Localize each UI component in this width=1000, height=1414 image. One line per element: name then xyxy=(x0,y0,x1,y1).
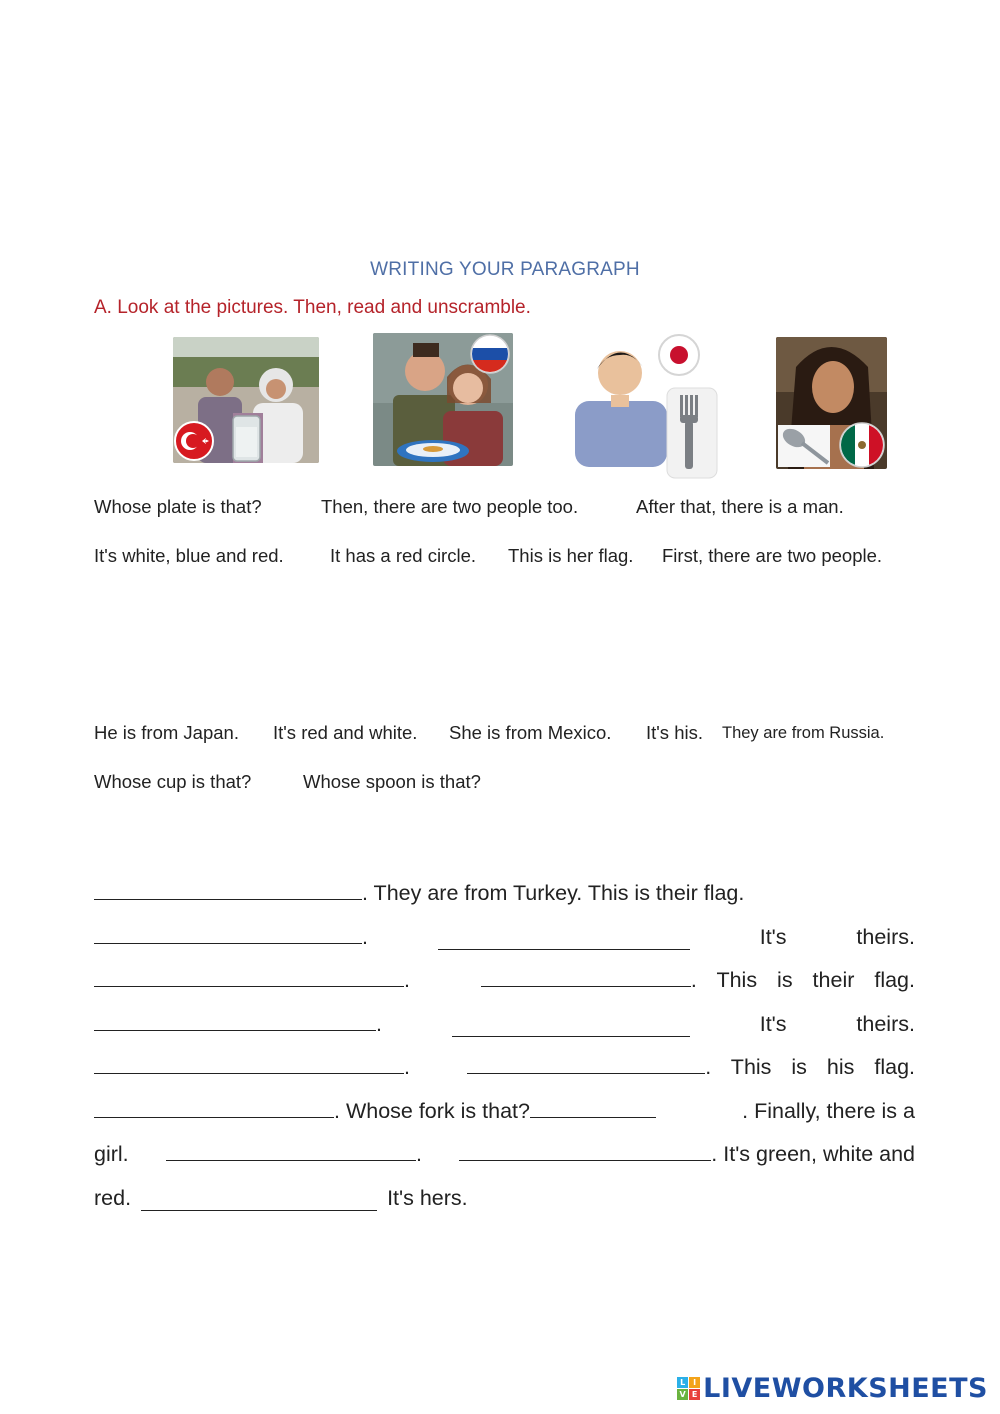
word-bank-item: They are from Russia. xyxy=(722,724,885,742)
word-bank-item: Whose cup is that? xyxy=(94,771,252,792)
mexico-girl-image xyxy=(776,337,887,469)
spoon-icon xyxy=(778,425,830,467)
word-bank-item: It has a red circle. xyxy=(330,545,477,566)
paragraph-line-2: . It's theirs. xyxy=(94,920,915,950)
paragraph-line-1: . They are from Turkey. This is their flag. xyxy=(94,876,915,906)
picture-japan xyxy=(575,333,719,481)
answer-blank[interactable] xyxy=(94,1051,404,1074)
answer-blank[interactable] xyxy=(481,964,691,987)
answer-blank[interactable] xyxy=(438,927,690,950)
instruction-text: A. Look at the pictures. Then, read and unscramble. xyxy=(94,297,531,318)
answer-blank[interactable] xyxy=(141,1188,377,1211)
answer-blank[interactable] xyxy=(94,877,362,900)
answer-blank[interactable] xyxy=(94,1008,376,1031)
turkey-flag-icon xyxy=(175,422,213,460)
japan-man-image xyxy=(575,333,719,481)
answer-blank[interactable] xyxy=(452,1014,690,1037)
word-bank-item: He is from Japan. xyxy=(94,722,239,743)
brand-text: LIVEWORKSHEETS xyxy=(703,1373,988,1404)
word-bank-item: It's red and white. xyxy=(273,722,418,743)
mexico-flag-icon xyxy=(840,423,885,467)
answer-blank[interactable] xyxy=(530,1095,656,1118)
paragraph-line-8: red. It's hers. xyxy=(94,1186,468,1210)
answer-blank[interactable] xyxy=(94,964,404,987)
paragraph-line-7: girl. . . It's green, white and xyxy=(94,1137,915,1167)
logo-icon: L I V E xyxy=(677,1377,700,1400)
word-bank-item: She is from Mexico. xyxy=(449,722,612,743)
word-bank-item: This is her flag. xyxy=(508,545,634,566)
picture-mexico xyxy=(776,337,887,469)
word-bank-item: It's his. xyxy=(646,722,703,743)
plate-icon xyxy=(397,440,469,462)
word-bank-item: Then, there are two people too. xyxy=(321,496,579,517)
word-bank-item: It's white, blue and red. xyxy=(94,545,284,566)
picture-turkey xyxy=(173,337,319,463)
word-bank-item: After that, there is a man. xyxy=(636,496,844,517)
japan-flag-icon xyxy=(659,335,699,375)
paragraph-line-4: . It's theirs. xyxy=(94,1007,915,1037)
paragraph-line-5: . . This is his flag. xyxy=(94,1050,915,1080)
paragraph-line-3: . . This is their flag. xyxy=(94,963,915,993)
picture-russia xyxy=(373,333,513,466)
word-bank-item: Whose spoon is that? xyxy=(303,771,481,792)
word-bank-item: First, there are two people. xyxy=(662,545,883,566)
answer-blank[interactable] xyxy=(94,921,362,944)
russia-couple-image xyxy=(373,333,513,466)
answer-blank[interactable] xyxy=(467,1051,705,1074)
answer-blank[interactable] xyxy=(166,1138,416,1161)
word-bank-item: Whose plate is that? xyxy=(94,496,262,517)
fork-icon xyxy=(667,388,717,478)
cup-icon xyxy=(233,416,260,461)
answer-blank[interactable] xyxy=(459,1138,711,1161)
liveworksheets-logo xyxy=(677,1373,988,1404)
page-title: WRITING YOUR PARAGRAPH xyxy=(370,259,640,280)
answer-blank[interactable] xyxy=(94,1095,334,1118)
paragraph-line-6: . Whose fork is that? . Finally, there is a xyxy=(94,1094,915,1124)
turkey-couple-image xyxy=(173,337,319,463)
